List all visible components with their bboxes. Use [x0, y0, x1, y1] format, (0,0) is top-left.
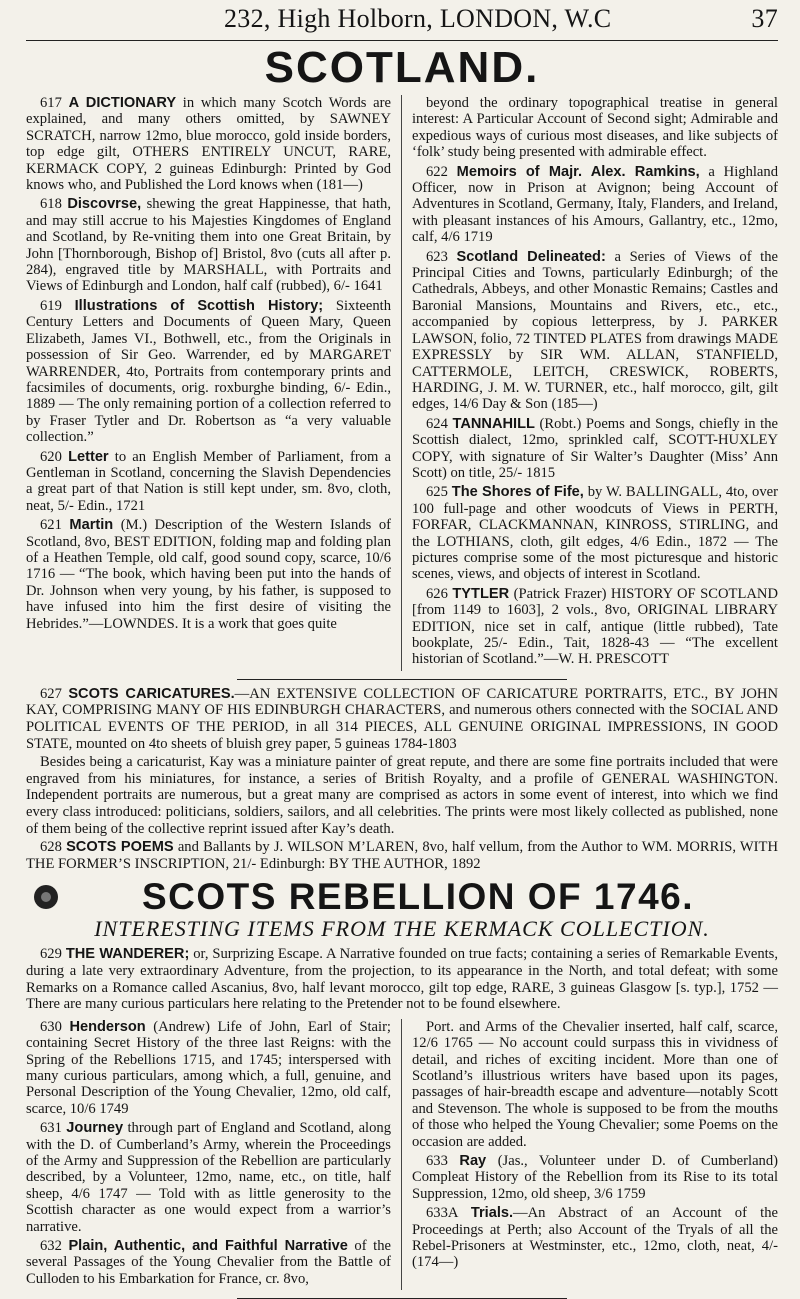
catalogue-entry — [26, 1238, 391, 1287]
entry-heading: Ray — [459, 1152, 487, 1169]
entry-number: 618 — [40, 196, 68, 213]
catalogue-entry — [26, 1019, 391, 1117]
entry-number: 620 — [40, 448, 69, 465]
catalogue-entry — [412, 1019, 778, 1150]
catalogue-entry — [412, 416, 778, 482]
entry-number: 625 — [426, 484, 452, 501]
entry-text: of the several Passages of the Young Chevalier from the Battle of Culloden to his Embarkation for France, cr. 8vo, — [26, 1238, 391, 1287]
catalogue-entry — [26, 1120, 391, 1235]
entry-text: —An Abstract of an Account of the Proceedings at Perth; also Account of the Tryals of all the Rebel-Prisoners at Westminster, etc., 12mo, cloth, neat, 4/- (174—) — [412, 1205, 778, 1271]
section-title: SCOTLAND. — [264, 43, 540, 92]
entry-heading: Martin — [69, 517, 114, 534]
entry-heading: Trials. — [470, 1205, 514, 1222]
bottom-right-column — [402, 1019, 778, 1291]
catalogue-entry — [26, 754, 778, 837]
catalogue-entry — [26, 946, 778, 1012]
catalogue-entry — [412, 164, 778, 246]
entry-text: shewing the great Happinesse, that hath, and may still accrue to his Majesties Kingdomes of England and Scotland, by Re-vniting them into one Great Britain, by John [Thornborough, Bishop of] Bristol, 8vo (cuts all after p. 284), engraved title by MARSHALL, with Portraits and Views of Edinburgh and London, half calf (rubbed), 6/- 1641 — [26, 196, 391, 295]
header-rule — [26, 40, 778, 41]
catalogue-entry — [26, 686, 778, 752]
entry-heading: Discovrse, — [67, 196, 142, 213]
catalogue-entry — [26, 449, 391, 515]
entry-heading: Memoirs of Majr. Alex. Ramkins, — [456, 163, 700, 180]
entry-number: 633A — [426, 1205, 471, 1222]
entry-heading: TYTLER — [452, 585, 510, 602]
bottom-columns — [26, 1019, 778, 1291]
catalogue-entry — [26, 298, 391, 446]
entry-text: through part of England and Scotland, along with the D. of Cumberland’s Army, wherein the Proceedings of the Army and Suppression of the Rebellion are particularly described, by a Volunteer, 12mo, name, etc., on title, half sheep, 4/6 1747 — Told with as little generosity to the Scottish character as one would expect from a warrior’s narrative. — [26, 1120, 391, 1235]
entry-text: a Highland Officer, now in Prison at Avignon; being Account of Adventures in Scotland, Germany, Italy, Flanders, and Ireland, with pleasant instances of his Amours, Gallantry, etc., 12mo, calf, 4/6 1719 — [412, 163, 778, 246]
entry-text: in which many Scotch Words are explained, and many others omitted, by SAWNEY SCRATCH, narrow 12mo, blue morocco, gold inside borders, top edge gilt, OTHERS ENTIRELY UNCUT, RARE, KERMACK COPY, 2 guineas Edinburgh: Printed by God knows who, and Published the Lord knows when (181—) — [26, 95, 391, 194]
catalogue-entry — [412, 1205, 778, 1271]
entry-text: Port. and Arms of the Chevalier inserted, half calf, scarce, 12/6 1765 — No account could surpass this in vividness of detail, and riches of exciting incident. More than one of Scotland’s illustrious writers have based upon its pages, passages of hair-breadth escape and adventure—notably Scott and Stevenson. The whole is supposed to be from the mouths of those who helped the Young Chevalier; some Poems on the occasion are added. — [412, 1018, 778, 1150]
entry-number: 626 — [426, 585, 453, 602]
entry-text: by W. BALLINGALL, 4to, over 100 full-page and other woodcuts of Views in PERTH, FORFAR, CLACKMANNAN, KINROSS, STIRLING, and the LOTHIANS, cloth, gilt edges, 4/6 Edin., 1872 — The pictures comprise some of the most picturesque and historic scenes, views, and objects of interest in Scotland. — [412, 484, 778, 583]
catalogue-entry — [26, 517, 391, 632]
entry-heading: SCOTS POEMS — [66, 839, 174, 856]
entry-heading: Henderson — [69, 1018, 146, 1035]
rebellion-title: SCOTS REBELLION OF 1746. — [141, 876, 695, 918]
rebellion-heading — [26, 876, 778, 918]
catalogue-entry — [26, 196, 391, 294]
entry-heading: A DICTIONARY — [68, 95, 177, 111]
entry-text: —AN EXTENSIVE COLLECTION OF CARICATURE PORTRAITS, ETC., BY JOHN KAY, COMPRISING MANY OF HIS EDINBURGH CHARACTERS, and numerous others connected with the SOCIAL AND POLITICAL EVENTS OF THE PERIOD, in all 314 PIECES, ALL GENUINE ORIGINAL IMPRESSIONS, IN GOOD STATE, mounted on 4to sheets of bluish grey paper, 5 guineas 1784-1803 — [26, 685, 778, 752]
entry-number: 623 — [426, 248, 457, 265]
entry-text: and Ballants by J. WILSON M’LAREN, 8vo, half vellum, from the Author to WM. MORRIS, WITH THE FORMER’S INSCRIPTION, 21/- Edinburgh: BY THE AUTHOR, 1892 — [26, 839, 778, 872]
entry-number: 628 — [40, 839, 67, 856]
entry-text: (Jas., Volunteer under D. of Cumberland) Compleat History of the Rebellion from its Rise to its total Suppression, 12mo, old sheep, 3/6 1759 — [412, 1152, 778, 1202]
rebellion-lead-entry — [26, 946, 778, 1012]
catalogue-entry — [412, 95, 778, 161]
catalogue-entry — [412, 249, 778, 413]
seal-emblem-icon — [34, 885, 58, 909]
section-divider — [237, 679, 567, 680]
entry-heading: Journey — [66, 1120, 124, 1137]
catalogue-entry — [26, 95, 391, 193]
entry-number: 631 — [40, 1120, 67, 1137]
entry-text: to an English Member of Parliament, from a Gentleman in Scotland, concerning the Slavish Dependencies a great part of that Nation is still kept under, sm. 8vo, cloth, neat, 5/- Edin., 1721 — [26, 448, 391, 514]
catalogue-entry — [412, 1153, 778, 1202]
entry-number: 619 — [40, 297, 75, 314]
entry-number: 629 — [40, 946, 66, 963]
running-head-title: 232, High Holborn, LONDON, W.C — [224, 4, 612, 33]
entry-text: Besides being a caricaturist, Kay was a miniature painter of great repute, and there are some fine portraits included that were engraved from his miniatures, for instance, a series of British Royalty, and a profile of GENERAL WASHINGTON. Independent portraits are numerous, but a great many are comprised as actors in some event of interest, into which we find every class introduced: politicians, soldiers, sailors, and all celebrities. The prints were most likely collected as published, none of them being of the collective reprint issued after Kay’s death. — [26, 754, 778, 837]
entry-heading: Scotland Delineated: — [456, 248, 606, 265]
catalogue-entry — [412, 586, 778, 668]
entry-number: 621 — [40, 517, 70, 534]
entry-number: 632 — [40, 1238, 69, 1254]
entry-heading: Letter — [68, 448, 109, 465]
entry-text: (M.) Description of the Western Islands of Scotland, 8vo, BEST EDITION, folding map and folding plan of a Heathen Temple, old calf, good sound copy, scarce, 10/6 1716 — “The book, which having been put into the hands of Dr. Johnson when very young, by his father, is supposed to have infused into him the first desire of visiting the Hebrides.”—LOWNDES. It is a work that goes quite — [26, 517, 391, 632]
entry-text: a Series of Views of the Principal Cities and Towns, particularly Edinburgh; of the Cathedrals, Abbeys, and other Monastic Remains; Castles and Baronial Mansions, Mountains and Rivers, etc., etc., accompanied by copious letterpress, by J. PARKER LAWSON, folio, 72 TINTED PLATES from drawings MADE EXPRESSLY by SIR WM. ALLAN, STANFIELD, CATTERMOLE, LEITCH, CRESWICK, ROBERTS, HARDING, J. M. W. TURNER, etc., half morocco, gilt, gilt edges, 14/6 Day & Son (185—) — [412, 248, 779, 413]
left-column — [26, 95, 402, 671]
entry-heading: TANNAHILL — [452, 415, 535, 432]
rebellion-subtitle: INTERESTING ITEMS FROM THE KERMACK COLLECTION. — [94, 916, 710, 942]
catalogue-entry — [412, 484, 778, 582]
entry-text: (Patrick Frazer) HISTORY OF SCOTLAND [from 1149 to 1603], 2 vols., 8vo, ORIGINAL LIBRARY EDITION, nice set in calf, antique (little rubbed), Tate bookplate, 25/- Edin., Tait, 1828-43 — “The excellent historian of Scotland.”—W. H. PRESCOTT — [412, 585, 778, 668]
entry-number: 624 — [426, 415, 453, 432]
entry-number: 627 — [40, 685, 69, 702]
entry-number: 630 — [40, 1018, 70, 1035]
entry-text: (Andrew) Life of John, Earl of Stair; containing Secret History of the three last Reigns: with the Spring of the Rebellions 1715, and 1745; interspersed with many curious particulars, among which, a full, genuine, and Personal Description of the Young Chevalier, 12mo, old calf, scarce, 10/6 1749 — [26, 1018, 391, 1117]
entry-heading: SCOTS CARICATURES. — [68, 685, 235, 702]
entry-text: beyond the ordinary topographical treatise in general interest: A Particular Account of Second sight; Admirable and expedious ways of curious most diseases, and like subjects of ‘folk’ study being presented with admirable effect. — [412, 95, 778, 161]
running-head — [26, 0, 778, 38]
catalogue-entry — [26, 839, 778, 872]
page-number: 37 — [751, 4, 778, 33]
entry-text: (Robt.) Poems and Songs, chiefly in the Scottish dialect, 12mo, sprinkled calf, SCOTT-HUXLEY COPY, with signature of Sir Walter’s Daughter (Miss’ Ann Scott) on title, 25/- 1815 — [412, 415, 778, 481]
entry-text: Sixteenth Century Letters and Documents of Queen Mary, Queen Elizabeth, James VI., Bothwell, etc., from the Originals in possession of Sir Geo. Warrender, ed by MARGARET WARRENDER, 4to, Portraits from contemporary prints and facsimiles of documents, orig. roxburghe binding, 6/- Edin., 1889 — The only remaining portion of a collection referred to by Fraser Tytler and Dr. Robertson as “a very valuable collection.” — [26, 297, 391, 446]
right-column — [402, 95, 778, 671]
entry-heading: The Shores of Fife, — [451, 484, 584, 501]
bottom-left-column — [26, 1019, 402, 1291]
entry-number: 617 — [40, 95, 69, 111]
entry-heading: THE WANDERER; — [65, 946, 190, 963]
top-columns — [26, 95, 778, 671]
entry-text: or, Surprizing Escape. A Narrative founded on true facts; containing a series of Remarkable Events, during a late very extraordinary Adventure, from the projection, to its appearance in the North, and total defeat; with some Remarks on a Romance called Ascanius, 8vo, half levant morocco, gilt top edge, RARE, 3 guineas Glasgow [s. typ.], 1752 — There are many curious particulars here relating to the Pretender not to be found elsewhere. — [26, 946, 778, 1013]
full-width-entries — [26, 686, 778, 873]
entry-heading: Plain, Authentic, and Faithful Narrative — [68, 1238, 348, 1254]
entry-heading: Illustrations of Scottish History; — [74, 297, 324, 314]
entry-number: 622 — [426, 163, 457, 180]
entry-number: 633 — [426, 1152, 460, 1169]
